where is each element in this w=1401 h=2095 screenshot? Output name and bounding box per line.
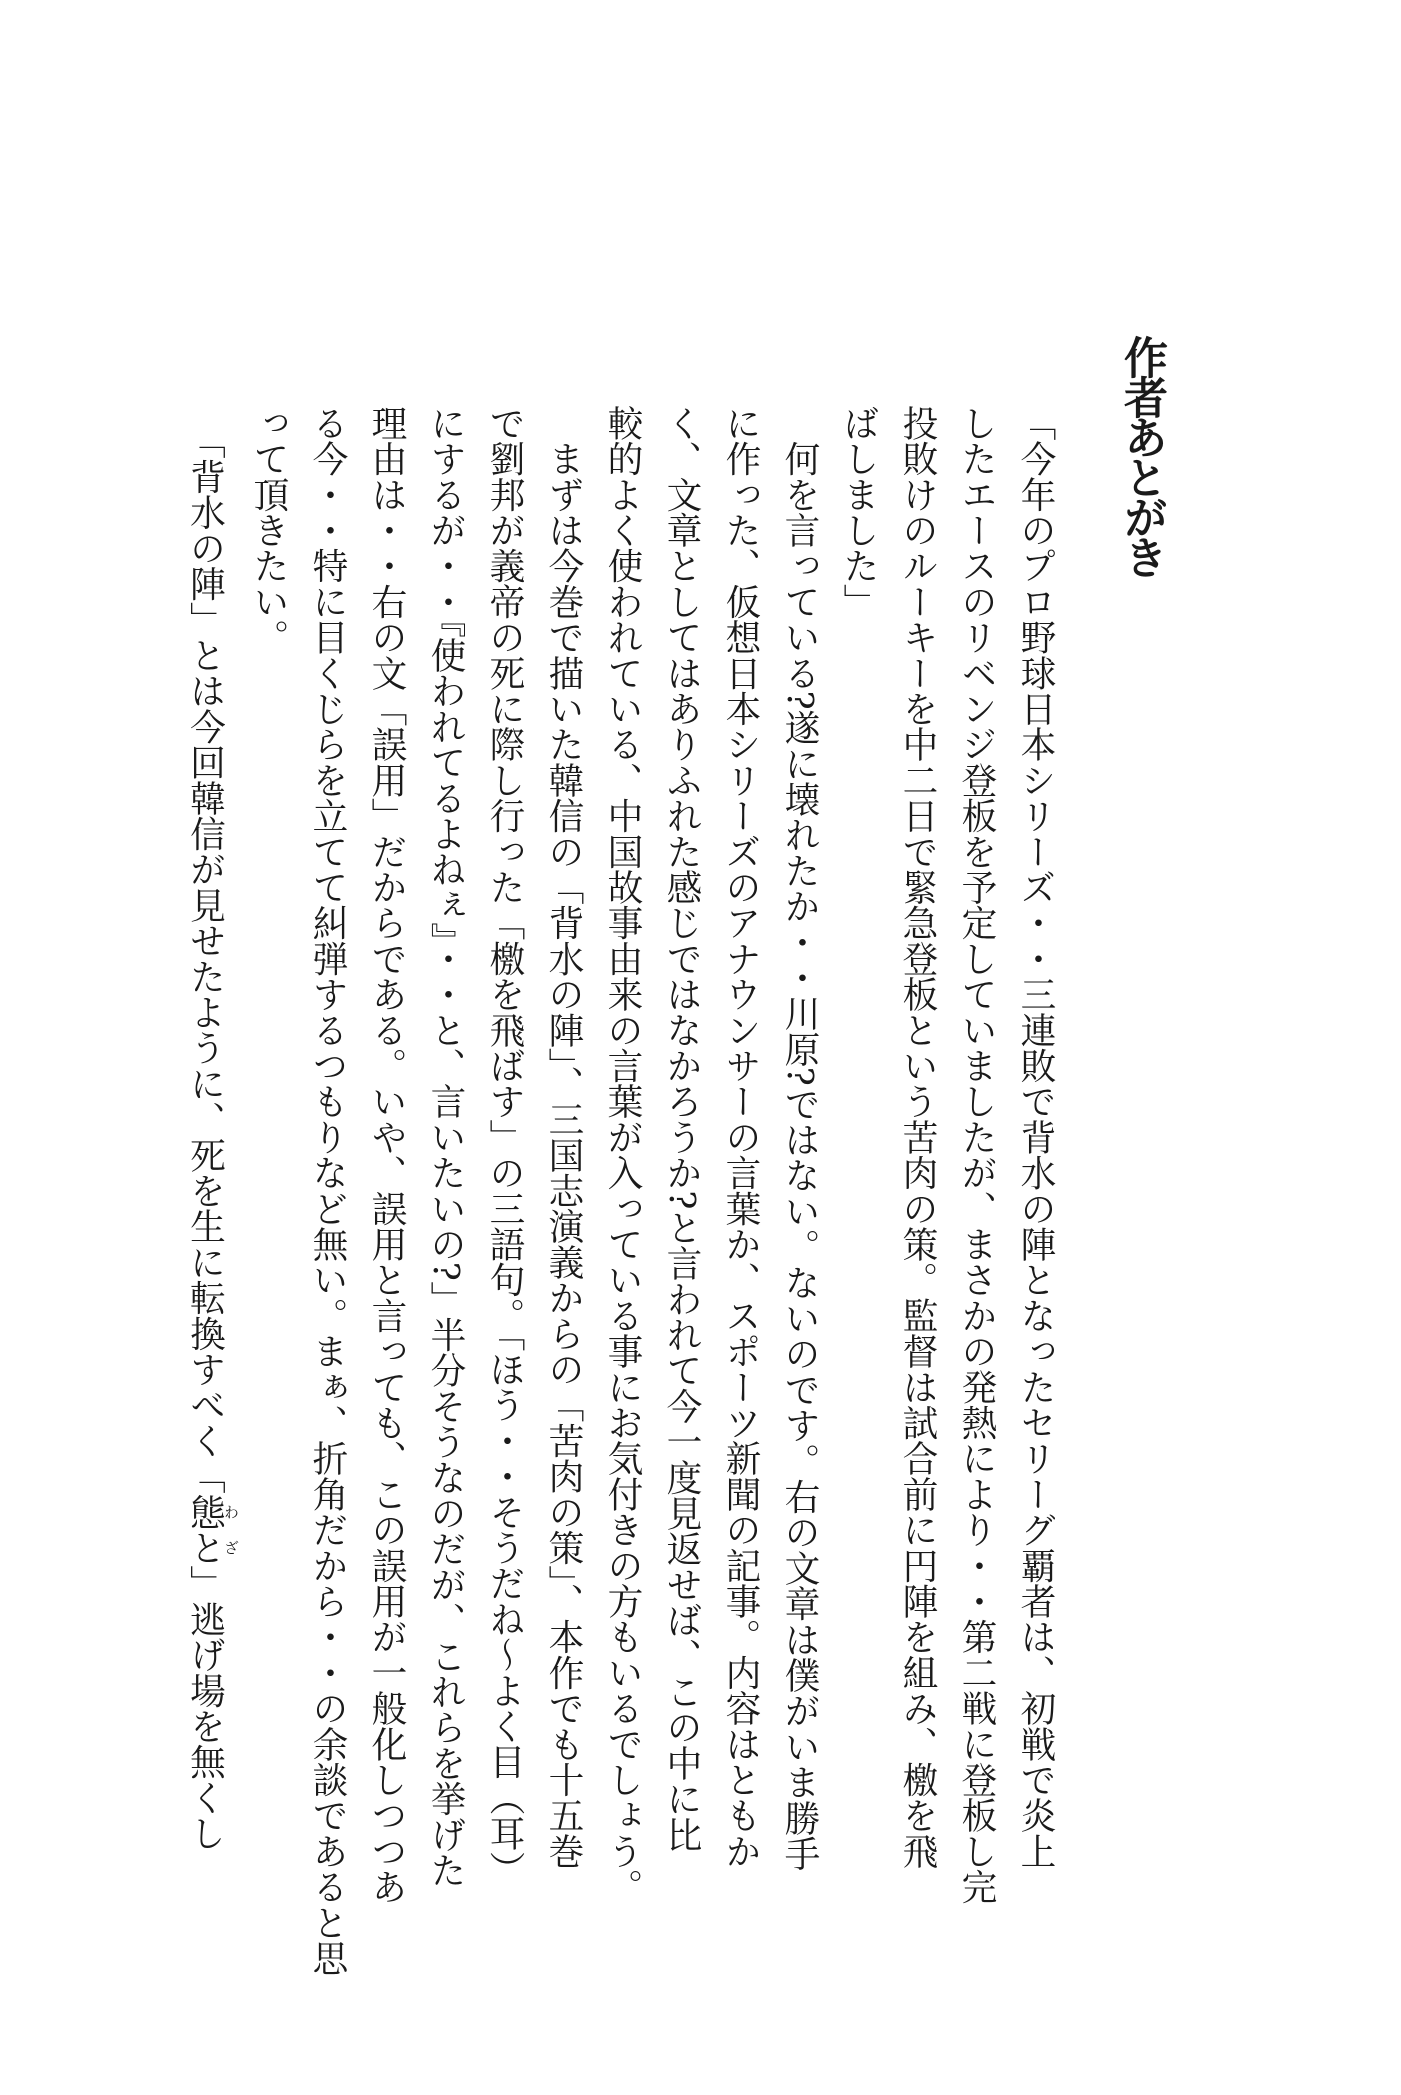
ruby-text: わざ: [222, 1493, 240, 1566]
text-line: にするが・・『使われてるよねぇ』・・と、言いたいの?」半分そうなのだが、これらを挙げた: [425, 405, 466, 1888]
ruby-base: 態と: [184, 1493, 226, 1566]
text-line: 「今年のプロ野球日本シリーズ・・三連敗で背水の陣となったセリーグ覇者は、初戦で炎上: [1015, 405, 1056, 1869]
text-line: ばしました」: [838, 405, 879, 620]
text-line: したエースのリベンジ登板を予定していましたが、まさかの発熱により・・第二戦に登板し完: [956, 405, 997, 1905]
text-line: って頂きたい。: [248, 405, 289, 655]
line-prefix: 「背水の陣」とは今回韓信が見せたように、死を生に転換すべく「: [184, 405, 226, 1494]
line-suffix: 」逃げ場を無くし: [184, 1565, 226, 1851]
text-line: まずは今巻で描いた韓信の「背水の陣」、三国志演義からの「苦肉の策」、本作でも十五巻: [543, 405, 584, 1869]
afterword-body: [176, 405, 1066, 1976]
text-line: る今・・特に目くじらを立てて糾弾するつもりなど無い。まぁ、折角だから・・の余談であると思: [307, 405, 348, 1976]
text-line: 何を言っている?遂に壊れたか・・川原?ではない。ないのです。右の文章は僕がいま勝手: [779, 405, 820, 1872]
text-line: く、文章としてはありふれた感じではなかろうか?と言われて今一度見返せば、この中に比: [661, 405, 702, 1853]
text-line: で劉邦が義帝の死に際し行った「檄を飛ばす」の三語句。「ほう・・そうだね〜よく目（耳）: [484, 405, 525, 1887]
text-line-with-ruby: [176, 405, 240, 1851]
page-title: 作者あとがき: [1116, 335, 1167, 575]
ruby-annotation: [184, 1493, 240, 1566]
text-line: 投敗けのルーキーを中二日で緊急登板という苦肉の策。監督は試合前に円陣を組み、檄を飛: [897, 405, 938, 1869]
text-line: に作った、仮想日本シリーズのアナウンサーの言葉か、スポーツ新聞の記事。内容はともか: [720, 405, 761, 1869]
text-line: 較的よく使われている、中国故事由来の言葉が入っている事にお気付きの方もいるでしょう。: [602, 405, 643, 1905]
text-line: 理由は・・右の文「誤用」だからである。いや、誤用と言っても、この誤用が一般化しつつあ: [366, 405, 407, 1905]
